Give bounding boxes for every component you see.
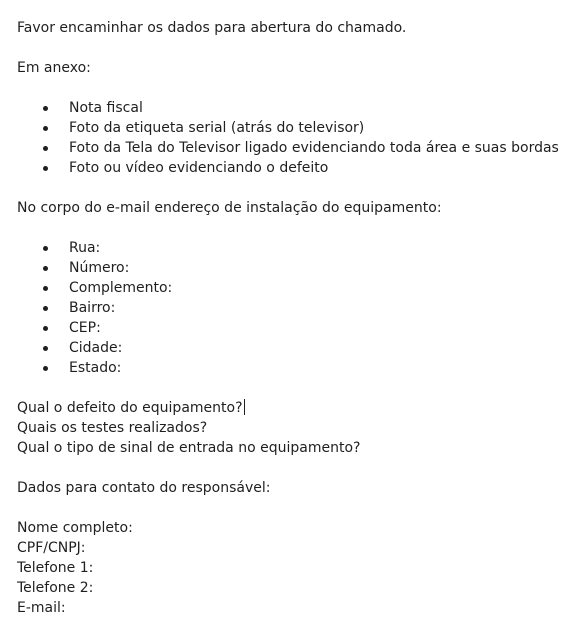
list-item (17, 258, 562, 278)
bullet-icon (43, 126, 48, 131)
question-line: Quais os testes realizados? (17, 420, 208, 436)
contact-field: CPF/CNPJ: (17, 540, 86, 556)
blank-line (17, 38, 562, 58)
question-line (17, 398, 562, 418)
contact-field: E-mail: (17, 600, 66, 616)
bullet-icon (43, 366, 48, 371)
list-item (17, 158, 562, 178)
list-item (17, 138, 562, 158)
email-body-editor[interactable] (17, 18, 562, 618)
list-item-text: CEP: (69, 320, 101, 336)
list-item (17, 98, 562, 118)
attachments-heading: Em anexo: (17, 60, 91, 76)
question-line: Qual o tipo de sinal de entrada no equipamento? (17, 440, 361, 456)
bullet-icon (43, 106, 48, 111)
bullet-icon (43, 326, 48, 331)
list-item-text: Número: (69, 260, 130, 276)
list-item (17, 358, 562, 378)
intro-text: Favor encaminhar os dados para abertura do chamado. (17, 20, 407, 36)
blank-line (17, 78, 562, 98)
blank-line (17, 458, 562, 478)
list-item (17, 278, 562, 298)
bullet-icon (43, 306, 48, 311)
list-item (17, 318, 562, 338)
list-item (17, 298, 562, 318)
bullet-icon (43, 246, 48, 251)
address-heading: No corpo do e-mail endereço de instalação do equipamento: (17, 200, 442, 216)
bullet-icon (43, 266, 48, 271)
list-item-text: Foto da etiqueta serial (atrás do televisor) (69, 120, 365, 136)
list-item-text: Nota fiscal (69, 100, 143, 116)
contact-heading: Dados para contato do responsável: (17, 480, 271, 496)
question-text: Qual o defeito do equipamento? (17, 400, 243, 416)
bullet-icon (43, 346, 48, 351)
list-item-text: Estado: (69, 360, 122, 376)
bullet-icon (43, 286, 48, 291)
list-item-text: Cidade: (69, 340, 123, 356)
list-item-text: Rua: (69, 240, 101, 256)
list-item (17, 338, 562, 358)
blank-line (17, 178, 562, 198)
bullet-icon (43, 166, 48, 171)
contact-field: Telefone 1: (17, 560, 94, 576)
contact-field: Nome completo: (17, 520, 133, 536)
bullet-icon (43, 146, 48, 151)
list-item-text: Foto ou vídeo evidenciando o defeito (69, 160, 329, 176)
list-item-text: Bairro: (69, 300, 116, 316)
blank-line (17, 378, 562, 398)
list-item-text: Foto da Tela do Televisor ligado evidenciando toda área e suas bordas (69, 140, 559, 156)
blank-line (17, 218, 562, 238)
contact-field: Telefone 2: (17, 580, 94, 596)
list-item-text: Complemento: (69, 280, 173, 296)
list-item (17, 118, 562, 138)
list-item (17, 238, 562, 258)
attachments-list (17, 98, 562, 178)
address-fields-list (17, 238, 562, 378)
blank-line (17, 498, 562, 518)
text-cursor (244, 399, 245, 415)
